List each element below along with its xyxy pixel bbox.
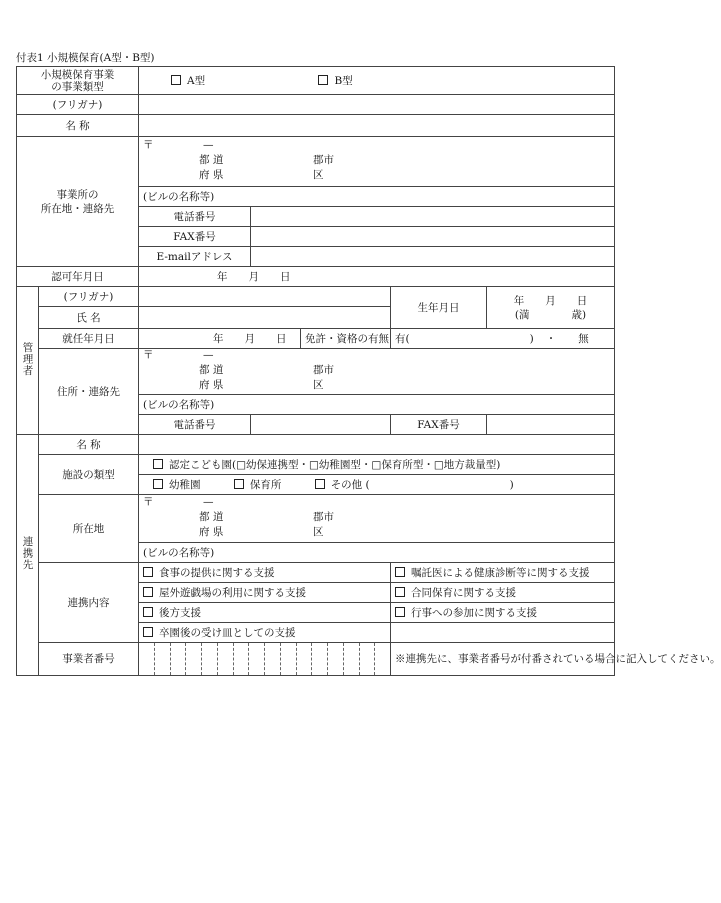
manager-name-field[interactable] <box>139 307 391 329</box>
support-graduation-checkbox[interactable] <box>143 627 153 637</box>
manager-building-field[interactable]: (ビルの名称等) <box>139 395 615 415</box>
business-type-label: 小規模保育事業 の事業類型 <box>17 67 139 95</box>
birthdate-label: 生年月日 <box>391 287 487 329</box>
partner-name-field[interactable] <box>139 435 615 455</box>
furigana-label: (フリガナ) <box>17 95 139 115</box>
support-events[interactable]: 行事への参加に関する支援 <box>391 603 615 623</box>
office-tel-label: 電話番号 <box>139 207 251 227</box>
facility-type-row1[interactable]: 認定こども園(□幼保連携型・□幼稚園型・□保育所型・□地方裁量型) <box>139 455 615 475</box>
office-fax-field[interactable] <box>251 227 615 247</box>
manager-section-label: 管理者 <box>17 287 39 435</box>
manager-name-label: 氏 名 <box>39 307 139 329</box>
appointment-date-label: 就任年月日 <box>39 329 139 349</box>
support-health-checkbox[interactable] <box>395 567 405 577</box>
support-playground-checkbox[interactable] <box>143 587 153 597</box>
office-email-field[interactable] <box>251 247 615 267</box>
form-title: 付表1 小規模保育(A型・B型) <box>16 52 155 64</box>
manager-address-label: 住所・連絡先 <box>39 349 139 435</box>
support-health-check[interactable]: 嘱託医による健康診断等に関する支援 <box>391 563 615 583</box>
manager-fax-label: FAX番号 <box>391 415 487 435</box>
support-empty-cell <box>391 623 615 643</box>
application-form-table <box>16 66 721 676</box>
license-label: 免許・資格の有無 <box>301 329 391 349</box>
birthdate-field[interactable]: 年 月 日 (満 歳) <box>487 287 615 329</box>
office-tel-field[interactable] <box>251 207 615 227</box>
partner-building-field[interactable]: (ビルの名称等) <box>139 543 615 563</box>
partnership-content-label: 連携内容 <box>39 563 139 643</box>
partner-address-field[interactable]: 〒 — 都 道 郡市 府 県 区 <box>139 495 615 543</box>
appointment-date-field[interactable]: 年 月 日 <box>139 329 301 349</box>
type-a-checkbox[interactable] <box>171 75 181 85</box>
manager-furigana-label: (フリガナ) <box>39 287 139 307</box>
license-field[interactable]: 有( ) ・ 無 <box>391 329 615 349</box>
business-type-options <box>139 67 615 95</box>
support-backup-checkbox[interactable] <box>143 607 153 617</box>
nursery-checkbox[interactable] <box>234 479 244 489</box>
office-email-label: E-mailアドレス <box>139 247 251 267</box>
support-joint-care[interactable]: 合同保育に関する支援 <box>391 583 615 603</box>
manager-tel-field[interactable] <box>251 415 391 435</box>
support-meals-checkbox[interactable] <box>143 567 153 577</box>
manager-furigana-field[interactable] <box>139 287 391 307</box>
kindergarten-checkbox[interactable] <box>153 479 163 489</box>
support-joint-checkbox[interactable] <box>395 587 405 597</box>
furigana-field[interactable] <box>139 95 615 115</box>
office-building-field[interactable]: (ビルの名称等) <box>139 187 615 207</box>
partner-name-label: 名 称 <box>39 435 139 455</box>
other-checkbox[interactable] <box>315 479 325 489</box>
support-backup[interactable]: 後方支援 <box>139 603 391 623</box>
type-b-checkbox[interactable] <box>318 75 328 85</box>
manager-tel-label: 電話番号 <box>139 415 251 435</box>
approval-date-label: 認可年月日 <box>17 267 139 287</box>
office-address-field[interactable]: 〒 — 都 道 郡市 府 県 区 <box>139 137 615 187</box>
partner-location-label: 所在地 <box>39 495 139 563</box>
office-fax-label: FAX番号 <box>139 227 251 247</box>
manager-address-field[interactable]: 〒 — 都 道 郡市 府 県 区 <box>139 349 615 395</box>
support-after-graduation[interactable]: 卒園後の受け皿としての支援 <box>139 623 391 643</box>
manager-fax-field[interactable] <box>487 415 615 435</box>
name-label: 名 称 <box>17 115 139 137</box>
partner-section-label: 連携先 <box>17 435 39 676</box>
facility-type-label: 施設の類型 <box>39 455 139 495</box>
office-location-label: 事業所の 所在地・連絡先 <box>17 137 139 267</box>
business-number-label: 事業者番号 <box>39 643 139 676</box>
support-playground[interactable]: 屋外遊戯場の利用に関する支援 <box>139 583 391 603</box>
type-b-label: B型 <box>334 74 353 87</box>
facility-type-row2[interactable]: 幼稚園 保育所 その他 ( ) <box>139 475 615 495</box>
certified-center-checkbox[interactable] <box>153 459 163 469</box>
business-number-field[interactable] <box>139 643 391 676</box>
approval-date-field[interactable]: 年 月 日 <box>139 267 615 287</box>
type-a-label: A型 <box>187 74 206 87</box>
business-number-note: ※連携先に、事業者番号が付番されている場合に記入してください。 <box>391 643 615 676</box>
support-events-checkbox[interactable] <box>395 607 405 617</box>
name-field[interactable] <box>139 115 615 137</box>
support-meals[interactable]: 食事の提供に関する支援 <box>139 563 391 583</box>
